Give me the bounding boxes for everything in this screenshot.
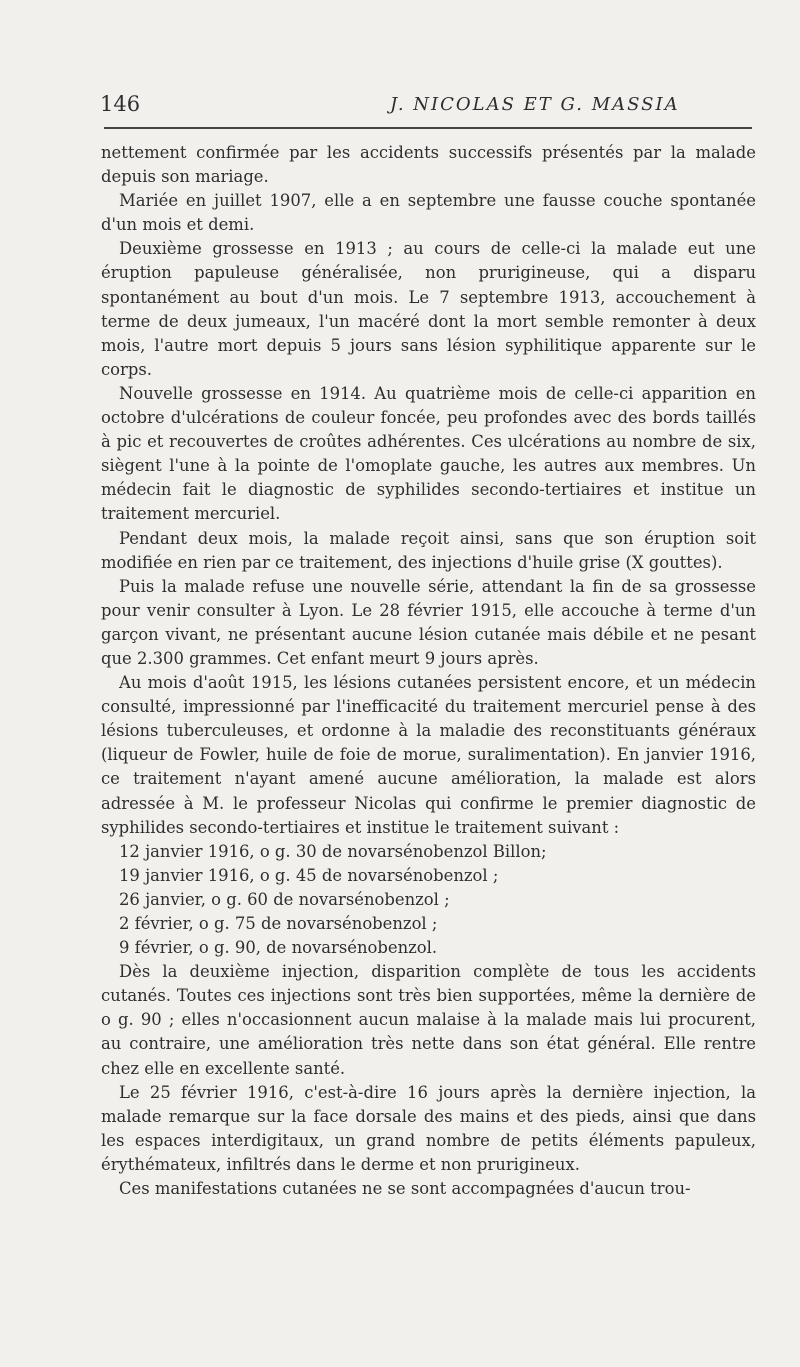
paragraph: Pendant deux mois, la malade reçoit ainsi, sans que son éruption soit modifiée en rien par ce traitement, des injections d'huile grise (X gouttes). bbox=[101, 528, 756, 572]
paragraph: Nouvelle grossesse en 1914. Au quatrième mois de celle-ci apparition en octobre d'ulcérations de couleur foncée, peu profondes avec des bords taillés à pic et recouvertes de croûtes adhérentes. Ces ulcérations au nombre de six, siègent l'une à la pointe de l'omoplate gauche, les autres aux membres. Un médecin fait le diagnostic de syphilides secondo-tertiaires et institue un traitement mercuriel. bbox=[101, 383, 756, 524]
paragraph: Puis la malade refuse une nouvelle série, attendant la fin de sa grossesse pour venir consulter à Lyon. Le 28 février 1915, elle accouche à terme d'un garçon vivant, ne présentant aucune lésion cutanée mais débile et ne pesant que 2.300 grammes. Cet enfant meurt 9 jours après. bbox=[101, 576, 756, 668]
paragraph: nettement confirmée par les accidents successifs présentés par la malade depuis son mariage. bbox=[101, 143, 756, 187]
paragraph: Mariée en juillet 1907, elle a en septembre une fausse couche spontanée d'un mois et demi. bbox=[101, 191, 756, 235]
body-text bbox=[101, 141, 756, 1201]
paragraph: Dès la deuxième injection, disparition complète de tous les accidents cutanés. Toutes ces injections sont très bien supportées, même la dernière de o g. 90 ; elles n'occasionnent aucun malaise à la malade mais lui procurent, au contraire, une amélioration très nette dans son état général. Elle rentre chez elle en excellente santé. bbox=[101, 962, 756, 1078]
treatment-list-item: 9 février, o g. 90, de novarsénobenzol. bbox=[119, 938, 438, 958]
paragraph: Deuxième grossesse en 1913 ; au cours de celle-ci la malade eut une éruption papuleuse généralisée, non prurigineuse, qui a disparu spontanément au bout d'un mois. Le 7 septembre 1913, accouchement à terme de deux jumeaux, l'un macéré dont la mort semble remonter à deux mois, l'autre mort depuis 5 jours sans lésion syphilitique apparente sur le corps. bbox=[101, 239, 756, 379]
page-number: 146 bbox=[100, 92, 141, 116]
paragraph: Au mois d'août 1915, les lésions cutanées persistent encore, et un médecin consulté, impressionné par l'inefficacité du traitement mercuriel pense à des lésions tuberculeuses, et ordonne à la maladie des reconstituants généraux (liqueur de Fowler, huile de foie de morue, suralimentation). En janvier 1916, ce traitement n'ayant amené aucune amélioration, la malade est alors adressée à M. le professeur Nicolas qui confirme le premier diagnostic de syphilides secondo-tertiaires et institue le traitement suivant : bbox=[101, 673, 756, 837]
running-title: J. NICOLAS ET G. MASSIA bbox=[390, 94, 680, 115]
treatment-list-item: 26 janvier, o g. 60 de novarsénobenzol ; bbox=[119, 889, 450, 909]
paragraph: Ces manifestations cutanées ne se sont accompagnées d'aucun trou- bbox=[119, 1179, 691, 1199]
paragraph: Le 25 février 1916, c'est-à-dire 16 jours après la dernière injection, la malade remarque sur la face dorsale des mains et des pieds, ainsi que dans les espaces interdigitaux, un grand nombre de petits éléments papuleux, érythémateux, infiltrés dans le derme et non prurigineux. bbox=[101, 1082, 756, 1174]
header-rule bbox=[104, 127, 752, 129]
treatment-list-item: 12 janvier 1916, o g. 30 de novarsénobenzol Billon; bbox=[119, 841, 547, 861]
page-header bbox=[100, 92, 755, 122]
treatment-list-item: 2 février, o g. 75 de novarsénobenzol ; bbox=[119, 914, 438, 933]
treatment-list-item: 19 janvier 1916, o g. 45 de novarsénobenzol ; bbox=[119, 865, 499, 885]
